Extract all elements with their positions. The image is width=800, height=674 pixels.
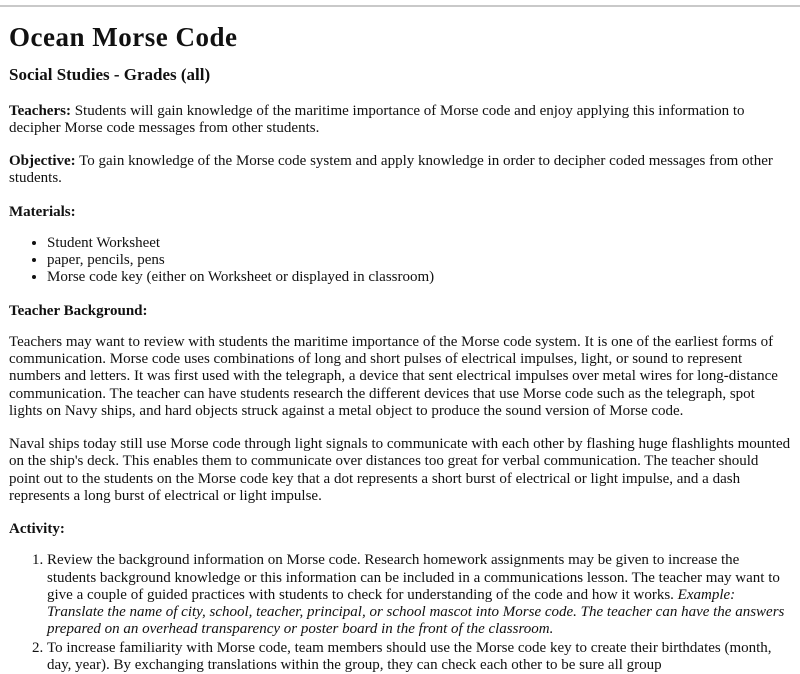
page-subtitle: Social Studies - Grades (all) xyxy=(9,65,211,85)
background-paragraph: Teachers may want to review with students the maritime importance of the Morse code system. It is one of the earliest forms of communication. Morse code uses combinations of long and short pulses of electrical impulses, light, or sound to represent numbers and letters. It was first used with the telegraph, a device that sent electrical impulses over metal wires for long-distance communication. The teacher can have students research the different devices that use Morse code such as the telegraph, spot lights on Navy ships, and hard objects struck against a metal object to produce the sound version of Morse code. xyxy=(9,333,778,419)
activity-item xyxy=(47,552,791,638)
activity-item-text: To increase familiarity with Morse code, team members should use the Morse code key to create their birthdates (month, day, year). By exchanging translations within the group, they can check each other to be sure all group xyxy=(47,639,772,673)
objective-label: Objective: xyxy=(9,153,76,170)
document-page xyxy=(0,22,800,674)
list-item: • Morse code key (either on Worksheet or displayed in classroom) xyxy=(47,269,791,286)
activity-list xyxy=(9,552,791,674)
teacher-background-heading: Teacher Background: xyxy=(9,302,148,319)
page-title: Ocean Morse Code xyxy=(9,22,238,52)
list-item: • Student Worksheet xyxy=(47,235,791,252)
activity-item-example: Example: Translate the name of city, school, teacher, principal, or school mascot into Morse code. The teacher can have the answers prepared on an overhead transparency or poster board in the front of the classroom. xyxy=(47,586,785,638)
activity-heading: Activity: xyxy=(9,521,65,538)
materials-heading: Materials: xyxy=(9,203,76,220)
activity-item xyxy=(47,640,791,674)
materials-list xyxy=(9,235,791,287)
background-paragraph: Naval ships today still use Morse code through light signals to communicate with each other by flashing huge flashlights mounted on the ship's deck. This enables them to communicate over distances too great for verbal communication. The teacher should point out to the students on the Morse code key that a dot represents a short burst of electrical or light impulse, and a dash represents a long burst of electrical or light impulse. xyxy=(9,436,791,504)
activity-item-text: Review the background information on Morse code. Research homework assignments may be given to increase the students background knowledge or this information can be included in a communications lesson. The teacher may want to give a couple of guided practices with students to check for understanding of the code and how it works. xyxy=(47,552,780,603)
objective-text: To gain knowledge of the Morse code system and apply knowledge in order to decipher coded messages from other students. xyxy=(9,153,773,187)
objective-note xyxy=(9,153,791,188)
teachers-note xyxy=(9,103,791,138)
teachers-label: Teachers: xyxy=(9,102,71,119)
teachers-text: Students will gain knowledge of the maritime importance of Morse code and enjoy applying this information to decipher Morse code messages from other students. xyxy=(9,102,745,136)
list-item: • paper, pencils, pens xyxy=(47,252,791,269)
top-divider xyxy=(0,5,800,7)
